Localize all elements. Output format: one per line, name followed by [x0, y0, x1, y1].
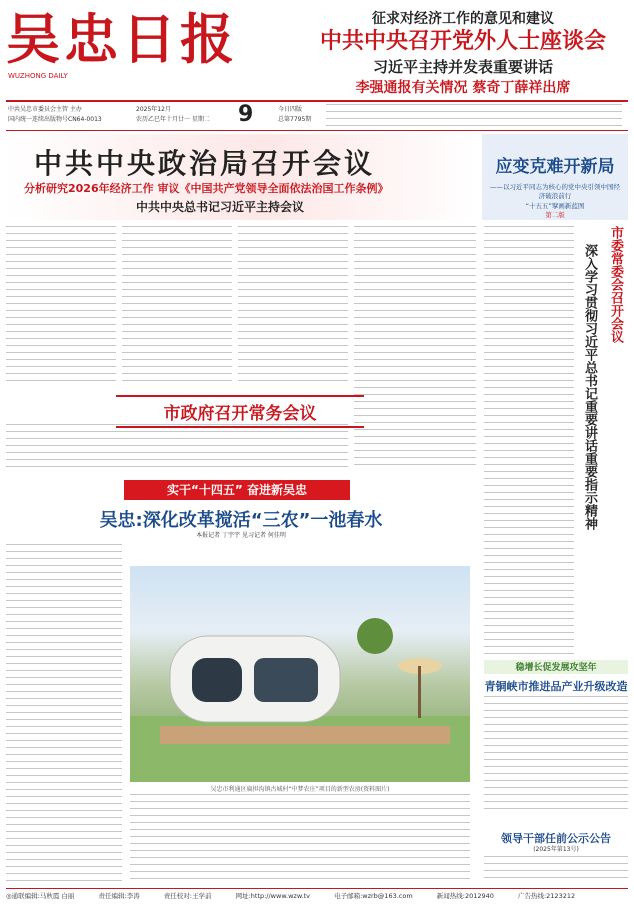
lead-article-col1 [6, 226, 116, 386]
commentary-title: 应变克难开新局 [495, 157, 615, 177]
vertical-kicker: 市委常委会召开会议 [608, 226, 623, 343]
info-bar [6, 100, 628, 131]
footer [6, 888, 628, 903]
side-article [484, 696, 628, 812]
side-title[interactable]: 青铜峡市推进品产业升级改造 [484, 680, 628, 693]
lead-article-col4 [354, 226, 476, 466]
top-headline-block [298, 8, 628, 97]
feature-tag: 实干“十四五” 奋进新吴忠 [124, 480, 350, 500]
lead-headline-block [6, 134, 476, 220]
commentary-sub: ——以习近平同志为核心的党中央引领中国经济破浪前行 [490, 183, 620, 200]
lead-article-col3 [238, 226, 348, 386]
issue-label: 今日四版 [278, 106, 303, 113]
footer-proof: 责任校对:王学前 [163, 892, 212, 900]
feature-article-bottom [130, 794, 470, 882]
top-headline-sub: 习近平主持并发表重要讲话 [372, 58, 553, 76]
lead-title[interactable]: 中共中央政治局召开会议 [34, 147, 376, 180]
notice-sub: (2025年第13号) [533, 846, 579, 853]
commentary-sub2: “十五五”擘画新蓝图 [525, 202, 585, 210]
feature-title[interactable]: 吴忠:深化改革搅活“三农”一池春水 [99, 510, 383, 531]
issue-date: 2025年12月 [136, 106, 171, 113]
lead-sub1: 分析研究2026年经济工作 审议《中国共产党领导全面依法治国工作条例》 [24, 182, 389, 195]
lunar-date: 农历乙巳年十月廿一 星期二 [136, 116, 210, 123]
standing-committee-article [484, 226, 574, 656]
cn-number: 国内统一连续出版物号CN64-0013 [8, 116, 102, 123]
commentary-box[interactable] [482, 134, 628, 220]
meeting-article [6, 424, 348, 472]
top-news-text [326, 104, 622, 128]
meeting-title[interactable]: 市政府召开常务会议 [116, 395, 364, 428]
feature-photo [130, 566, 470, 782]
notice-title[interactable]: 领导干部任前公示公告 [501, 832, 611, 845]
commentary-tag: 第二版 [545, 211, 565, 219]
publisher: 中共吴忠市委员会主管 主办 [8, 106, 82, 113]
lead-article-col2 [122, 226, 232, 386]
feature-byline: 本报记者 丁宇宇 见习记者 何佳明 [196, 532, 286, 539]
photo-scene [130, 566, 470, 782]
top-headline-kicker: 征求对经济工作的意见和建议 [372, 11, 554, 27]
feature-article-col1 [6, 544, 122, 882]
vertical-line1[interactable]: 深入学习贯彻习近平总书记重要讲话重要指示精神 [582, 244, 597, 530]
footer-email[interactable]: 电子邮箱:wzrb@163.com [334, 892, 413, 900]
top-headline-main[interactable]: 中共中央召开党外人士座谈会 [319, 29, 606, 54]
photo-caption: 吴忠市利通区扁担沟镇古城村“中梦农庄”项目的新型农房(资料图片) [210, 786, 390, 793]
masthead-url: WUZHONG DAILY [8, 72, 68, 80]
footer-newsline: 新闻热线:2012940 [436, 892, 494, 900]
footer-adline: 广告热线:2123212 [517, 892, 576, 900]
issue-number: 总第7795期 [278, 116, 312, 123]
footer-editor: ◎通联编辑:马秋霞 白丽 [6, 892, 75, 900]
lead-sub2: 中共中央总书记习近平主持会议 [136, 200, 305, 214]
side-kicker: 稳增长促发展攻坚年 [484, 660, 628, 674]
top-headline-names: 李强通报有关情况 蔡奇丁薛祥出席 [355, 80, 571, 96]
masthead-title: 吴忠日报 [6, 7, 238, 71]
footer-responsible: 责任编辑:李涛 [98, 892, 140, 900]
notice-text [484, 856, 628, 884]
page-number: 9 [238, 102, 254, 127]
footer-website[interactable]: 网址:http://www.wzw.tv [235, 892, 311, 900]
